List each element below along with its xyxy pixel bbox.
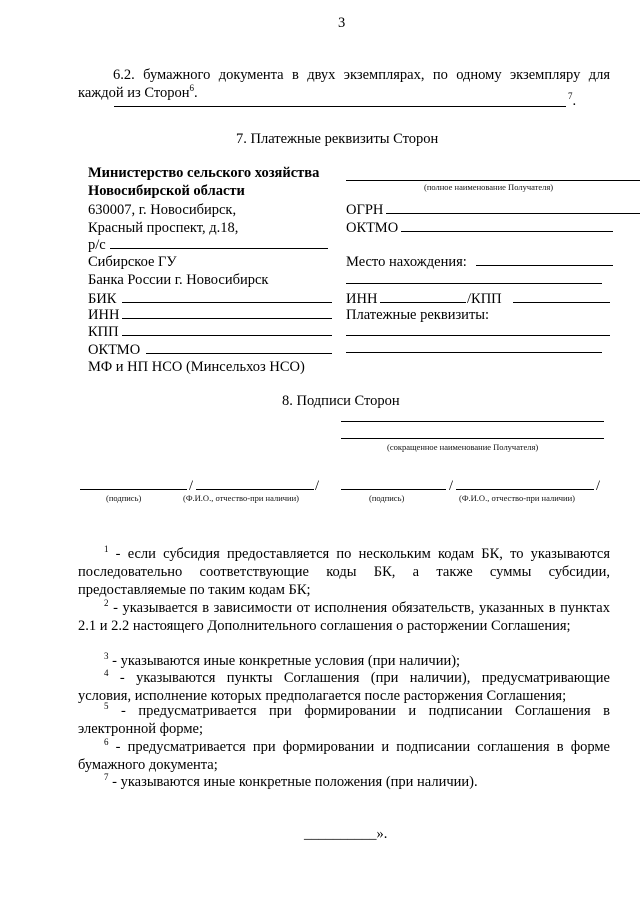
account-label: р/с — [88, 237, 106, 253]
kpp-field-right — [513, 302, 610, 303]
fio-field-right — [456, 489, 594, 490]
short-name-caption: (сокращенное наименование Получателя) — [387, 442, 539, 452]
footnote-ref-6: 6 — [189, 83, 195, 94]
closing-line: __________». — [304, 826, 388, 842]
fio-caption-left: (Ф.И.О., отчество-при наличии) — [183, 493, 299, 503]
page-number: 3 — [338, 15, 346, 31]
kpp-label-left: КПП — [88, 324, 119, 340]
ministry-name-line1: Министерство сельского хозяйства — [88, 165, 320, 181]
short-name-field-1 — [341, 421, 604, 422]
signature-caption-right: (подпись) — [369, 493, 405, 503]
location-field-2 — [346, 283, 602, 284]
section-8-title: 8. Подписи Сторон — [282, 393, 400, 409]
signature-field-right — [341, 489, 446, 490]
fio-caption-right: (Ф.И.О., отчество-при наличии) — [459, 493, 575, 503]
footnote-6: $^6$ - предусматривается при формировании и подписании соглашения в форме бумажного документа; — [78, 737, 610, 773]
bank-name-line2: Банка России г. Новосибирск — [88, 272, 269, 288]
short-name-field-2 — [341, 438, 604, 439]
ogrn-field — [386, 213, 640, 214]
blank-line-6-2 — [114, 106, 566, 107]
bik-label: БИК — [88, 291, 117, 307]
footnote-3: $^3$ - указываются иные конкретные условия (при наличии); — [104, 651, 461, 669]
ogrn-label: ОГРН — [346, 202, 384, 218]
ministry-name-line2: Новосибирской области — [88, 183, 245, 199]
footnote-2: $^2$ - указывается в зависимости от исполнения обязательств, указанных в пунктах 2.1 и 2.2 настоящего Дополнительного соглашения о расторжении Соглашения; — [78, 598, 610, 634]
oktmo-label-right: ОКТМО — [346, 220, 399, 236]
ministry-address-line2: Красный проспект, д.18, — [88, 220, 239, 236]
kpp-label-right: /КПП — [467, 291, 502, 307]
oktmo-field-left — [146, 353, 332, 354]
location-field — [476, 265, 613, 266]
footnote-4: $^4$ - указываются пункты Соглашения (при наличии), предусматривающие условия, исполнение которых предполагается после расторжения Соглашения; — [78, 668, 610, 704]
signature-field-left — [80, 489, 187, 490]
bik-field — [122, 302, 332, 303]
section-7-title: 7. Платежные реквизиты Сторон — [236, 131, 439, 147]
inn-field-left — [122, 318, 332, 319]
footnote-7: $^7$ - указываются иные конкретные положения (при наличии). — [104, 772, 478, 790]
footnote-5: $^5$ - предусматривается при формировании и подписании Соглашения в электронной форме; — [78, 701, 610, 737]
ministry-address-line1: 630007, г. Новосибирск, — [88, 202, 237, 218]
signature-caption-left: (подпись) — [106, 493, 142, 503]
slash-left-2: / — [315, 478, 320, 494]
full-name-caption: (полное наименование Получателя) — [424, 182, 554, 192]
location-label: Место нахождения: — [346, 254, 467, 270]
bank-name-line1: Сибирское ГУ — [88, 254, 177, 270]
payment-details-field-1 — [346, 335, 610, 336]
slash-right-1: / — [449, 478, 454, 494]
footnote-1: $^1$ - если субсидия предоставляется по нескольким кодам БК, то указываются последовательно соответствующие коды БК, а также суммы субсидии, предоставляемые по таким кодам БК; — [78, 544, 610, 598]
oktmo-label-left: ОКТМО — [88, 342, 141, 358]
recipient-name-left: МФ и НП НСО (Минсельхоз НСО) — [88, 359, 305, 375]
kpp-field-left — [122, 335, 332, 336]
recipient-full-name-field — [346, 180, 640, 181]
inn-label-left: ИНН — [88, 307, 120, 323]
line-footnote-ref: $^7$. — [568, 91, 577, 109]
account-field — [110, 248, 328, 249]
inn-label-right: ИНН — [346, 291, 378, 307]
slash-left-1: / — [189, 478, 194, 494]
slash-right-2: / — [596, 478, 601, 494]
item-6-2-line1: 6.2. бумажного документа в двух экземплярах, по одному экземпляру для — [113, 67, 610, 83]
fio-field-left — [196, 489, 314, 490]
inn-field-right — [380, 302, 466, 303]
oktmo-field-right — [401, 231, 613, 232]
payment-details-field-2 — [346, 352, 602, 353]
item-6-2-line2: каждой из Сторон$^6$. — [78, 83, 198, 101]
payment-details-label: Платежные реквизиты: — [346, 307, 490, 323]
